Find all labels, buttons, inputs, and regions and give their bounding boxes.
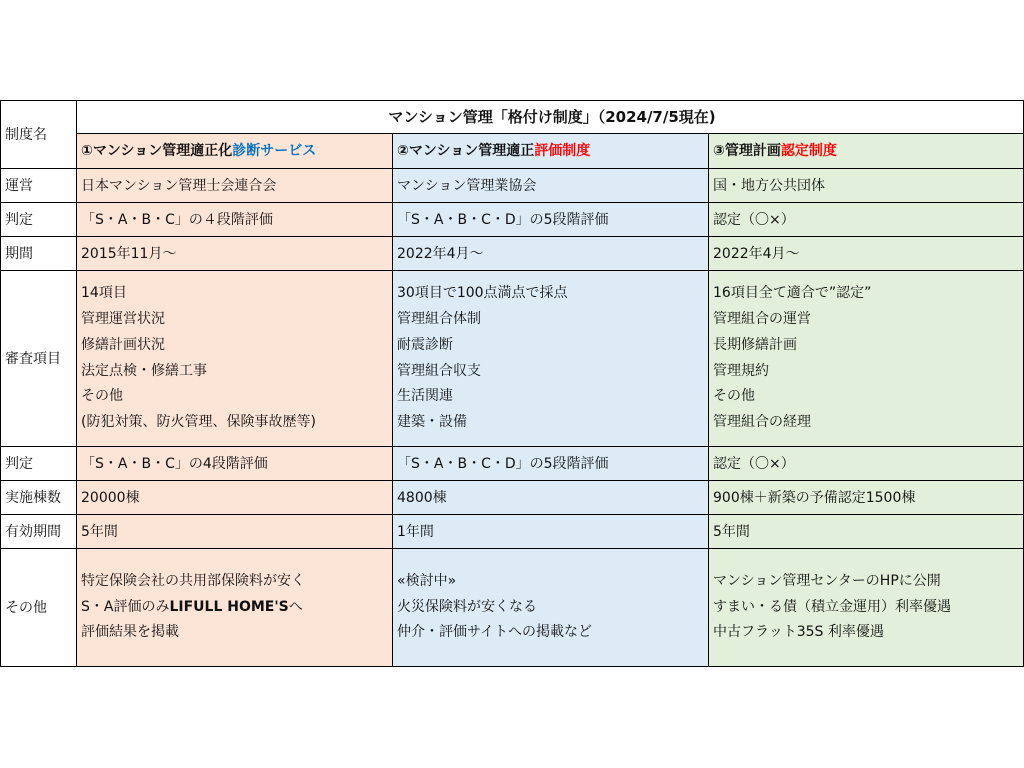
column-header-1: ①マンション管理適正化診断サービス: [77, 134, 393, 169]
row-label: 期間: [1, 237, 77, 271]
table-row: [1, 549, 1024, 667]
cell: 「S・A・B・C・D」の5段階評価: [393, 203, 709, 237]
column-header-3: ③管理計画認定制度: [709, 134, 1024, 169]
cell: マンション管理センターのHPに公開 すまい・る債（積立金運用）利率優遇 中古フラット35S 利率優遇: [709, 549, 1024, 667]
table-row: [1, 203, 1024, 237]
cell: 900棟＋新築の予備認定1500棟: [709, 481, 1024, 515]
cell: 「S・A・B・C」の４段階評価: [77, 203, 393, 237]
row-label: 判定: [1, 447, 77, 481]
cell: 16項目全て適合で”認定” 管理組合の運営 長期修繕計画 管理規約 その他 管理組合の経理: [709, 271, 1024, 447]
cell: 日本マンション管理士会連合会: [77, 169, 393, 203]
corner-label: 制度名: [1, 101, 77, 169]
cell: 国・地方公共団体: [709, 169, 1024, 203]
rating-system-table: [0, 100, 1024, 667]
cell: 2022年4月～: [709, 237, 1024, 271]
cell: マンション管理業協会: [393, 169, 709, 203]
cell: «検討中» 火災保険料が安くなる 仲介・評価サイトへの掲載など: [393, 549, 709, 667]
row-label: 判定: [1, 203, 77, 237]
cell: 2022年4月～: [393, 237, 709, 271]
cell: 30項目で100点満点で採点 管理組合体制 耐震診断 管理組合収支 生活関連 建築・設備: [393, 271, 709, 447]
cell: 特定保険会社の共用部保険料が安く S・A評価のみLIFULL HOME'Sへ 評価結果を掲載: [77, 549, 393, 667]
table-row: [1, 515, 1024, 549]
cell: 「S・A・B・C」の4段階評価: [77, 447, 393, 481]
cell: 「S・A・B・C・D」の5段階評価: [393, 447, 709, 481]
cell: 5年間: [709, 515, 1024, 549]
table-row: [1, 237, 1024, 271]
cell: 14項目 管理運営状況 修繕計画状況 法定点検・修繕工事 その他 (防犯対策、防火管理、保険事故歴等): [77, 271, 393, 447]
cell: 4800棟: [393, 481, 709, 515]
row-label: その他: [1, 549, 77, 667]
cell: 2015年11月～: [77, 237, 393, 271]
row-label: 有効期間: [1, 515, 77, 549]
cell: 1年間: [393, 515, 709, 549]
column-header-2: ②マンション管理適正評価制度: [393, 134, 709, 169]
cell: 認定（〇×）: [709, 447, 1024, 481]
row-label: 実施棟数: [1, 481, 77, 515]
table-row: [1, 271, 1024, 447]
table-title: マンション管理「格付け制度」（2024/7/5現在): [77, 101, 1024, 134]
table-row: [1, 169, 1024, 203]
table-row: [1, 481, 1024, 515]
row-label: 審査項目: [1, 271, 77, 447]
table-row: [1, 447, 1024, 481]
cell: 20000棟: [77, 481, 393, 515]
cell: 5年間: [77, 515, 393, 549]
cell: 認定（〇×）: [709, 203, 1024, 237]
row-label: 運営: [1, 169, 77, 203]
